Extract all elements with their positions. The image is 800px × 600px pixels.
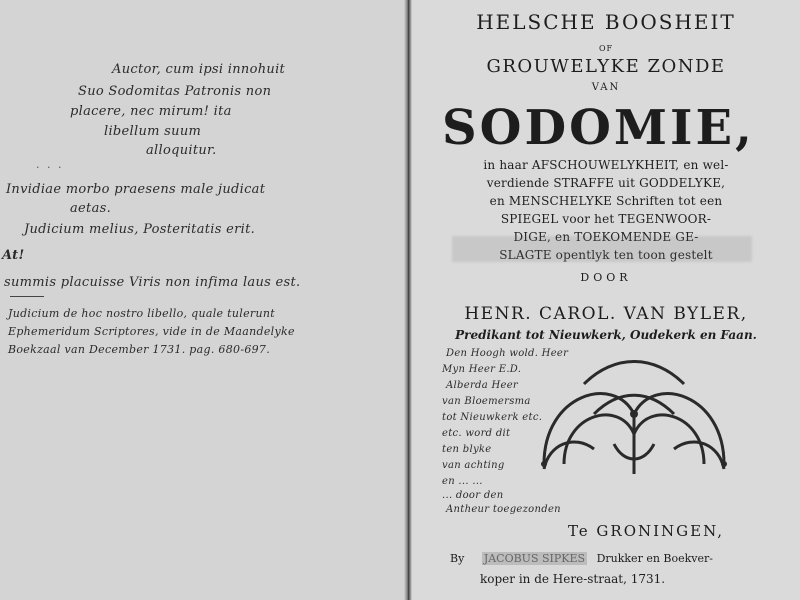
divider-rule [10, 296, 44, 297]
title-door: DOOR [580, 271, 632, 284]
title-line-1: HELSCHE BOOSHEIT [476, 10, 736, 34]
author-name: HENR. CAROL. VAN BYLER, [464, 304, 748, 324]
title-line-2: GROUWELYKE ZONDE [486, 56, 726, 77]
title-main: SODOMIE, [442, 100, 755, 156]
subtitle-line: SLAGTE opentlyk ten toon gestelt [499, 248, 713, 262]
inscription-line: van Bloemersma [442, 396, 531, 407]
inscription-line: ten blyke [442, 444, 492, 455]
inscription-line: van achting [442, 460, 505, 471]
subtitle-line: en MENSCHELYKE Schriften tot een [489, 194, 723, 208]
note-line: Judicium de hoc nostro libello, quale tulerunt [8, 307, 275, 320]
note-line: Invidiae morbo praesens male judicat [6, 182, 266, 197]
note-line: summis placuisse Viris non infima laus est. [4, 275, 301, 290]
inscription-line: Antheur toegezonden [446, 504, 561, 515]
book-gutter [404, 0, 412, 600]
subtitle-line: DIGE, en TOEKOMENDE GE- [513, 230, 699, 244]
author-position: Predikant tot Nieuwkerk, Oudekerk en Faan. [455, 328, 757, 342]
subtitle-line: SPIEGEL voor het TEGENWOOR- [500, 212, 712, 226]
subtitle-line: verdiende STRAFFE uit GODDELYKE, [486, 176, 726, 190]
stamp-smudge [452, 236, 752, 262]
imprint-place: Te GRONINGEN, [567, 522, 725, 540]
inscription-line: etc. word dit [442, 428, 511, 439]
inscription-line: tot Nieuwkerk etc. [442, 412, 543, 423]
imprint-line-1 [450, 552, 800, 565]
inscription-line: Myn Heer E.D. [442, 364, 522, 375]
printer-name: JACOBUS SIPKES [483, 552, 586, 565]
inscription-line: ... door den [442, 490, 504, 501]
title-page [412, 0, 800, 600]
note-line: At! [2, 248, 25, 263]
imprint-line-2: koper in de Here-straat, 1731. [480, 572, 666, 586]
inscription-line: Den Hoogh wold. Heer [446, 348, 569, 359]
note-line: alloquitur. [146, 143, 217, 158]
dotted-mark: . . . [36, 158, 64, 171]
printers-ornament [524, 354, 744, 484]
title-of: OF [598, 44, 614, 53]
title-van: VAN [591, 82, 621, 93]
subtitle-line: in haar AFSCHOUWELYKHEIT, en wel- [483, 158, 729, 172]
note-line: Ephemeridum Scriptores, vide in de Maandelyke [8, 325, 295, 338]
note-line: Boekzaal van December 1731. pag. 680-697. [8, 343, 271, 356]
note-line: Suo Sodomitas Patronis non [78, 84, 272, 99]
note-line: Auctor, cum ipsi innohuit [112, 62, 286, 77]
inscription-line: Alberda Heer [446, 380, 518, 391]
imprint-by: By [450, 552, 465, 565]
note-line: Judicium melius, Posteritatis erit. [24, 222, 256, 237]
note-line: placere, nec mirum! ita [70, 104, 232, 119]
imprint-tail: Drukker en Boekver- [596, 552, 713, 565]
note-line: aetas. [70, 201, 112, 216]
note-line: libellum suum [104, 124, 202, 139]
inscription-line: en ... ... [442, 476, 483, 487]
